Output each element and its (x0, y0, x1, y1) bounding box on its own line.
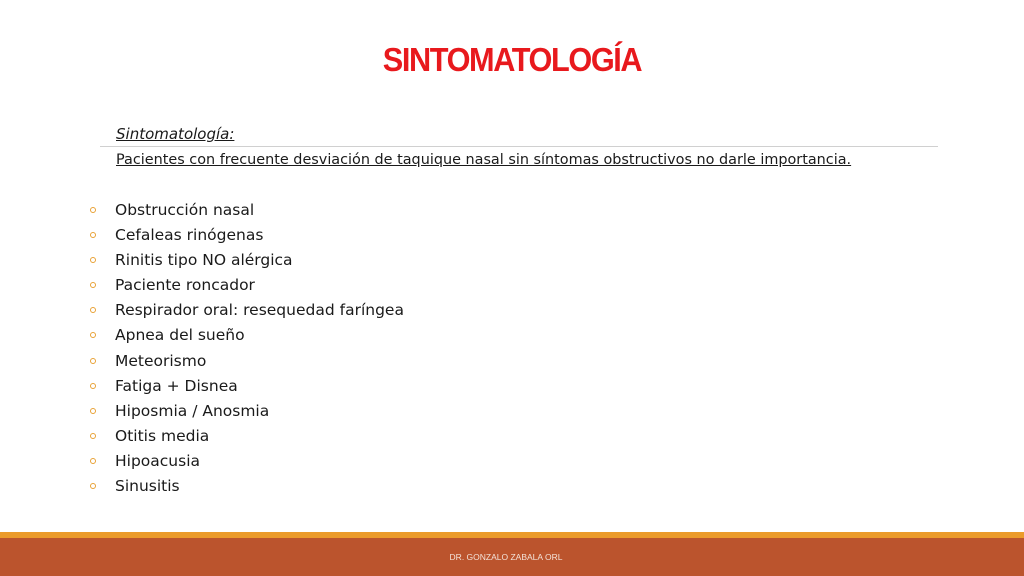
list-item (88, 474, 404, 499)
list-item-label: Sinusitis (115, 477, 180, 496)
list-item (88, 399, 404, 424)
list-item (88, 424, 404, 449)
hollow-circle-bullet-icon (90, 358, 96, 364)
list-item-label: Rinitis tipo NO alérgica (115, 251, 293, 270)
hollow-circle-bullet-icon (90, 257, 96, 263)
slide-title: SINTOMATOLOGÍA (382, 41, 642, 78)
list-item (88, 248, 404, 273)
list-item-label: Fatiga + Disnea (115, 376, 238, 395)
hollow-circle-bullet-icon (90, 332, 96, 338)
slide-subtitle: Sintomatología: (116, 125, 235, 143)
hollow-circle-bullet-icon (90, 383, 96, 389)
list-item-label: Otitis media (115, 426, 210, 445)
hollow-circle-bullet-icon (90, 433, 96, 439)
list-item-label: Meteorismo (115, 351, 207, 370)
list-item (88, 449, 404, 474)
symptom-list (88, 198, 404, 499)
divider-line (100, 146, 938, 147)
list-item-label: Paciente roncador (115, 276, 255, 295)
list-item (88, 298, 404, 323)
list-item (88, 323, 404, 348)
list-item-label: Hiposmia / Anosmia (115, 401, 270, 420)
intro-text: Pacientes con frecuente desviación de taquique nasal sin síntomas obstructivos no darle importancia. (116, 152, 852, 168)
hollow-circle-bullet-icon (90, 282, 96, 288)
hollow-circle-bullet-icon (90, 307, 96, 313)
list-item (88, 374, 404, 399)
list-item (88, 198, 404, 223)
list-item-label: Hipoacusia (115, 451, 201, 470)
hollow-circle-bullet-icon (90, 408, 96, 414)
list-item (88, 349, 404, 374)
footer-author: DR. GONZALO ZABALA ORL (449, 552, 563, 562)
list-item-label: Apnea del sueño (115, 326, 245, 345)
list-item-label: Obstrucción nasal (115, 201, 255, 219)
list-item-label: Cefaleas rinógenas (115, 226, 264, 245)
hollow-circle-bullet-icon (90, 483, 96, 489)
hollow-circle-bullet-icon (90, 458, 96, 464)
list-item-label: Respirador oral: resequedad faríngea (115, 301, 404, 320)
list-item (88, 223, 404, 248)
list-item (88, 273, 404, 298)
hollow-circle-bullet-icon (90, 232, 96, 238)
hollow-circle-bullet-icon (90, 207, 96, 213)
